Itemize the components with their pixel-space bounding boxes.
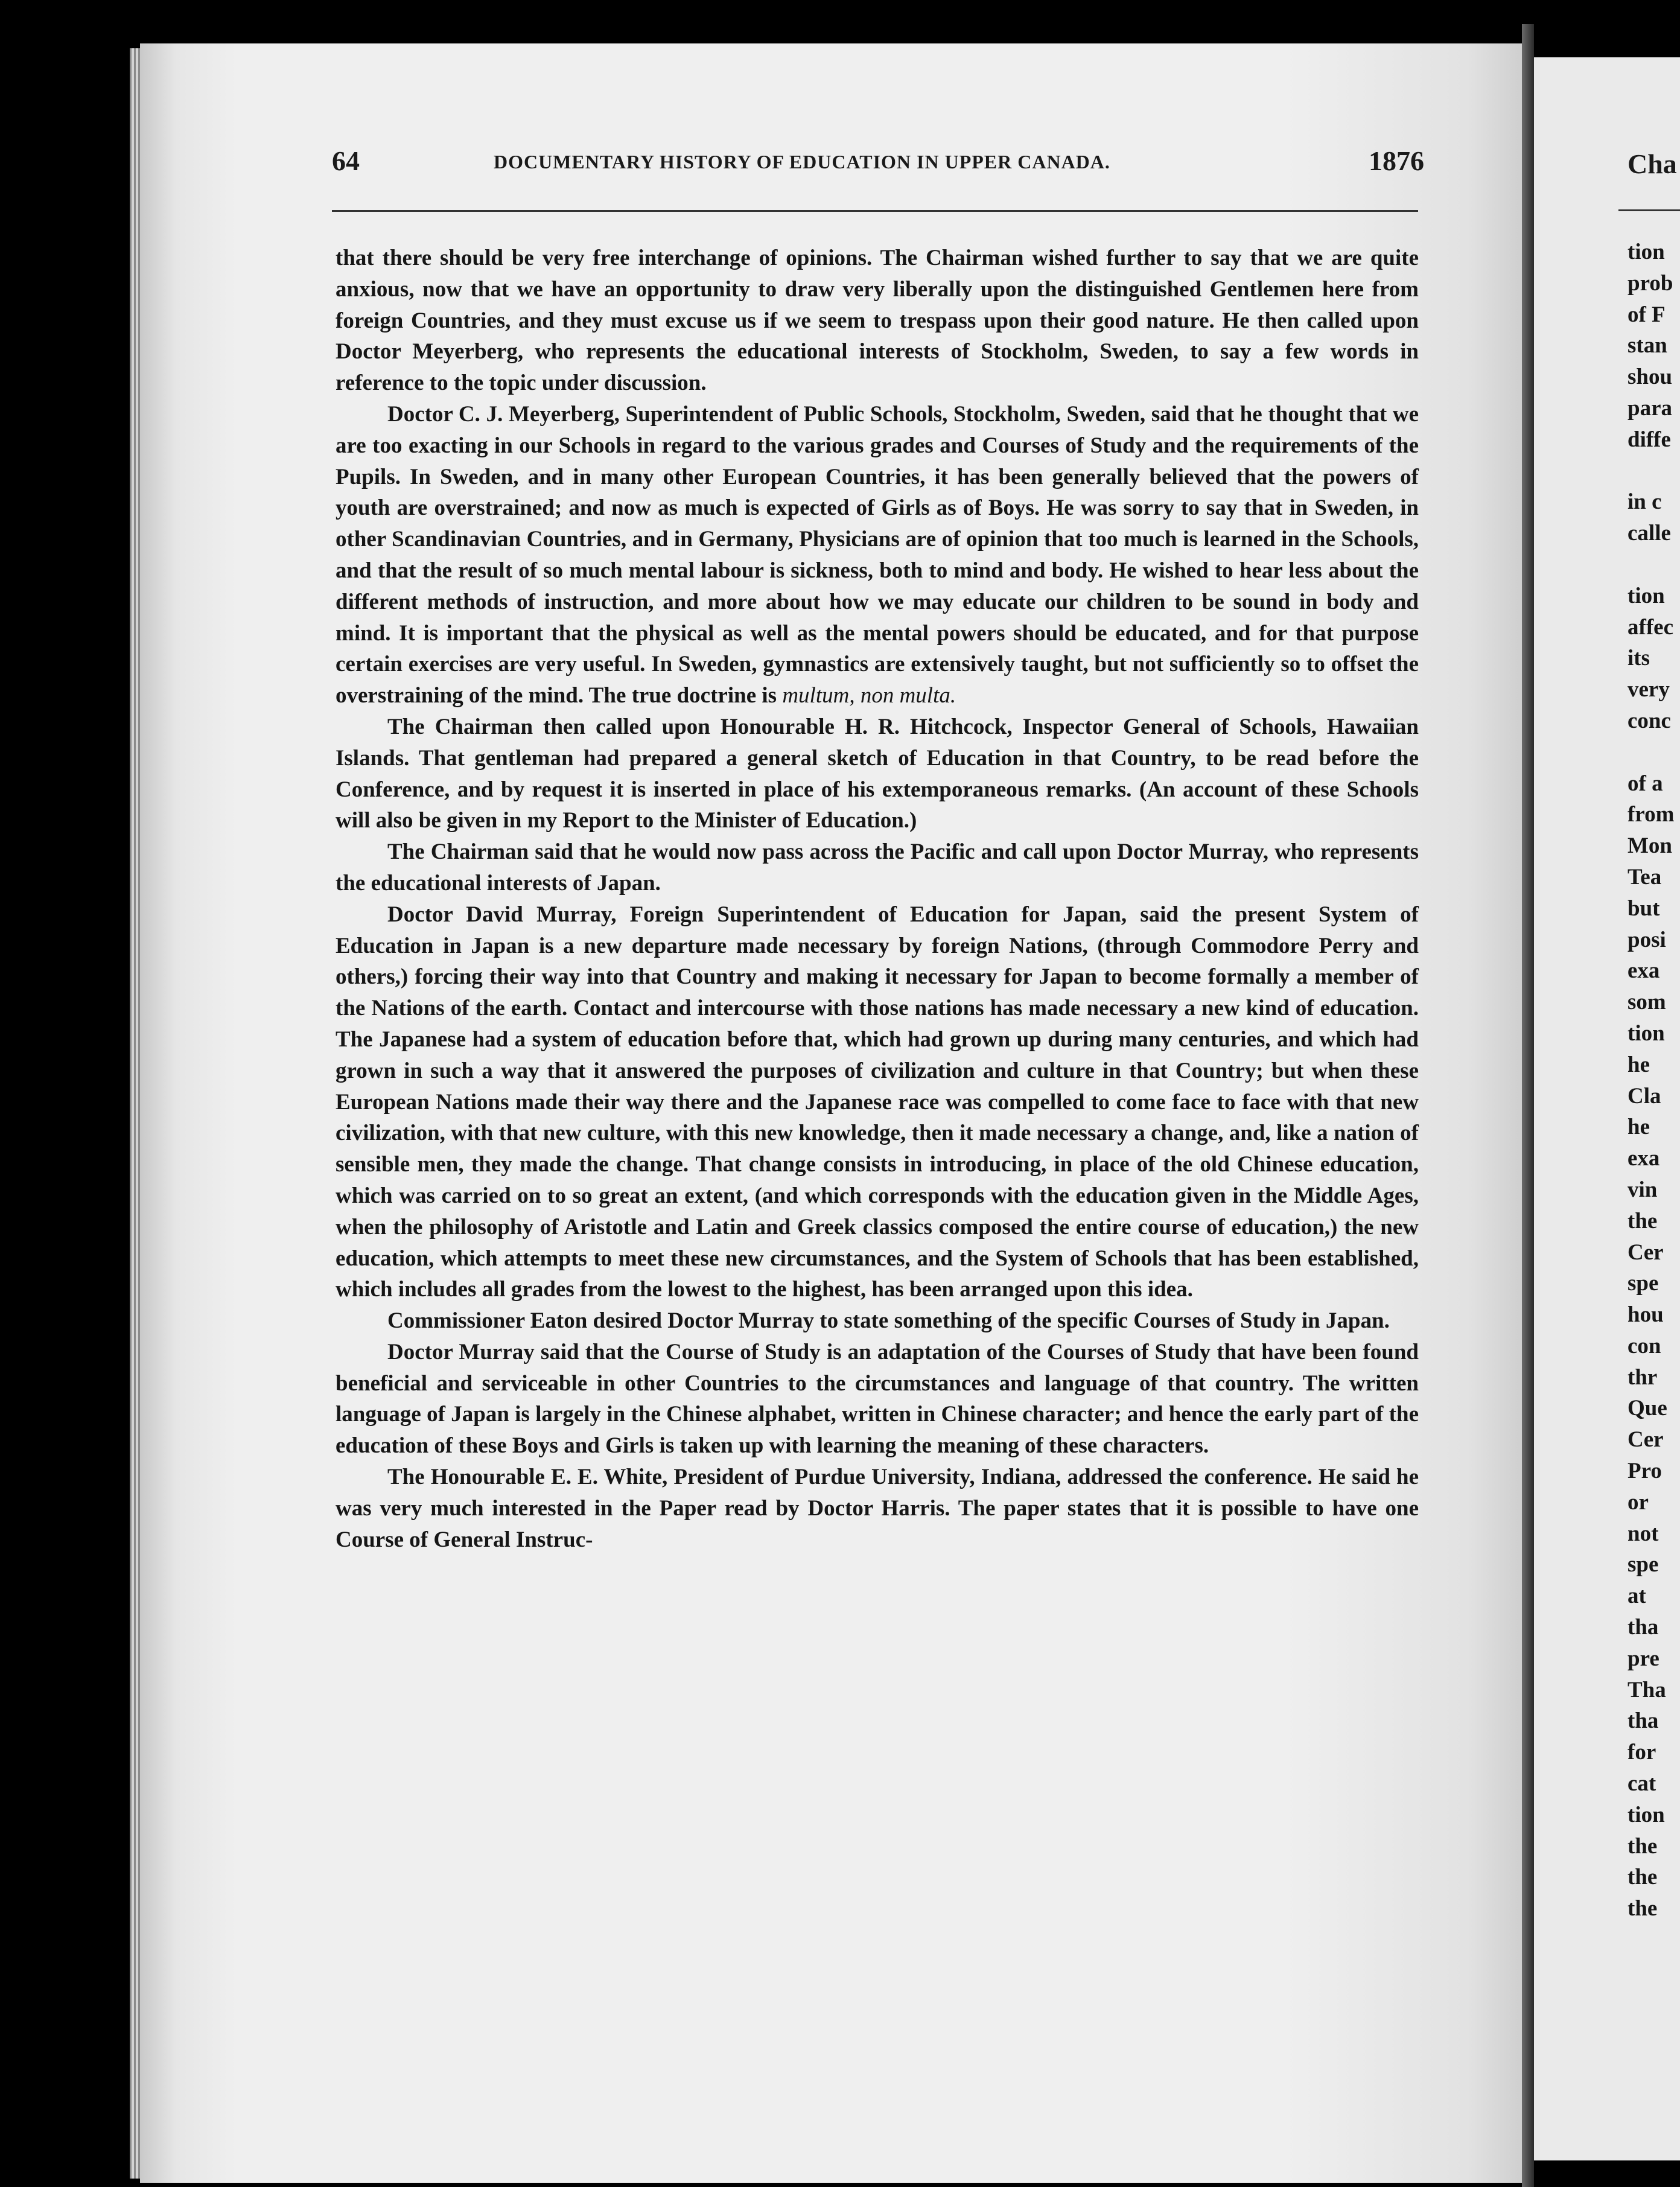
- facing-line: para: [1628, 395, 1672, 421]
- facing-line: Cer: [1628, 1240, 1664, 1265]
- facing-line: the: [1628, 1208, 1658, 1234]
- paragraph: Doctor David Murray, Foreign Superintendent of Education for Japan, said the present System of Education in Japan is a new departure made necessary by foreign Nations, (through Commodore Perry and others,) forcing their way into that Country and making it necessary for Japan to become formally a member of the Nations of the earth. Contact and intercourse with those nations has made necessary a new kind of education. The Japanese had a system of education before that, which had grown up during many centuries, and which had grown in such a way that it answered the purposes of civilization and culture in that Country; but when these European Nations made their way there and the Japanese race was compelled to come face to face with that new civilization, with that new culture, with this new knowledge, then it made necessary a change, and, like a nation of sensible men, they made the change. That change consists in introducing, in place of the old Chinese education, which was carried on to so great an extent, (and which corresponds with the education given in the Middle Ages, when the philosophy of Aristotle and Latin and Greek classics composed the entire course of education,) the new education, which attempts to meet these new circumstances, and the System of Schools that has been established, which includes all grades from the lowest to the highest, has been arranged upon this idea.: [336, 902, 1419, 1302]
- facing-page: [1534, 57, 1680, 2160]
- facing-line: the: [1628, 1833, 1658, 1859]
- facing-line: of F: [1628, 302, 1666, 327]
- facing-line: tha: [1628, 1615, 1659, 1640]
- facing-line: con: [1628, 1333, 1661, 1358]
- paragraph: Commissioner Eaton desired Doctor Murray to state something of the specific Courses of Study in Japan.: [387, 1308, 1390, 1334]
- book-gutter: [1522, 24, 1534, 2187]
- facing-line: Pro: [1628, 1459, 1662, 1484]
- facing-line: its: [1628, 646, 1650, 671]
- facing-line: hou: [1628, 1302, 1664, 1328]
- facing-line: he: [1628, 1115, 1650, 1140]
- facing-header-rule: [1618, 209, 1680, 211]
- facing-page-header: Cha: [1628, 148, 1677, 179]
- facing-page-lines: [1628, 237, 1674, 1924]
- facing-line: Tea: [1628, 864, 1662, 890]
- facing-line: tion: [1628, 1802, 1665, 1827]
- facing-line: but: [1628, 896, 1660, 921]
- facing-line: tion: [1628, 583, 1665, 608]
- facing-line: shou: [1628, 364, 1673, 390]
- facing-line: posi: [1628, 927, 1666, 952]
- facing-line: thr: [1628, 1364, 1658, 1390]
- page-header: [332, 145, 1424, 181]
- facing-line: [1628, 549, 1674, 581]
- facing-line: Que: [1628, 1396, 1667, 1421]
- facing-line: in c: [1628, 489, 1662, 515]
- facing-line: the: [1628, 1865, 1658, 1890]
- facing-line: [1628, 456, 1674, 487]
- facing-line: tion: [1628, 1020, 1665, 1046]
- paragraph: that there should be very free interchange of opinions. The Chairman wished further to say that we are quite anxious, now that we have an opportunity to draw very liberally upon the distinguished Gentlemen here from foreign Countries, and they must excuse us if we seem to trespass upon their good nature. He then called upon Doctor Meyerberg, who represents the educational interests of Stockholm, Sweden, to say a few words in reference to the topic under discussion.: [336, 246, 1419, 396]
- facing-line: Cla: [1628, 1083, 1661, 1109]
- facing-line: tha: [1628, 1708, 1659, 1734]
- facing-line: diffe: [1628, 427, 1671, 452]
- facing-line: from: [1628, 802, 1675, 827]
- facing-line: vin: [1628, 1177, 1658, 1202]
- page-number: 64: [332, 145, 360, 176]
- facing-line: stan: [1628, 333, 1667, 358]
- paragraph: The Honourable E. E. White, President of Purdue University, Indiana, addressed the conference. He said he was very much interested in the Paper read by Doctor Harris. The paper states that it is possible to have one Course of General Instruc-: [336, 1465, 1419, 1552]
- facing-line: he: [1628, 1052, 1650, 1077]
- facing-line: of a: [1628, 771, 1663, 796]
- facing-line: spe: [1628, 1552, 1659, 1577]
- running-title: DOCUMENTARY HISTORY OF EDUCATION IN UPPER CANADA.: [494, 151, 1110, 173]
- facing-line: the: [1628, 1896, 1658, 1921]
- facing-line: Tha: [1628, 1677, 1666, 1702]
- italic-phrase: multum, non multa.: [782, 683, 956, 708]
- paragraph: Doctor C. J. Meyerberg, Superintendent of Public Schools, Stockholm, Sweden, said that he thought that we are too exacting in our Schools in regard to the various grades and Courses of Study and the requirements of the Pupils. In Sweden, and in many other European Countries, it has been generally believed that the powers of youth are overstrained; and now as much is expected of Girls as of Boys. He was sorry to say that in Sweden, in other Scandinavian Countries, and in Germany, Physicians are of opinion that too much is learned in the Schools, and that the result of so much mental labour is sickness, both to mind and body. He wished to hear less about the different methods of instruction, and more about how we may educate our children to be sound in body and mind. It is important that the physical as well as the mental powers should be educated, and for that purpose certain exercises are very useful. In Sweden, gymnastics are extensively taught, but not sufficiently so to offset the overstraining of the mind. The true doctrine is multum, non multa.: [336, 401, 1419, 708]
- facing-line: pre: [1628, 1646, 1659, 1671]
- facing-line: cat: [1628, 1771, 1656, 1797]
- facing-line: prob: [1628, 270, 1673, 296]
- facing-line: affec: [1628, 614, 1673, 640]
- facing-line: tion: [1628, 240, 1665, 264]
- facing-line: spe: [1628, 1271, 1659, 1296]
- facing-line: not: [1628, 1521, 1659, 1546]
- facing-line: exa: [1628, 958, 1660, 984]
- paragraph: The Chairman said that he would now pass across the Pacific and call upon Doctor Murray, who represents the educational interests of Japan.: [336, 839, 1419, 896]
- facing-line: for: [1628, 1740, 1656, 1765]
- facing-line: very: [1628, 677, 1670, 702]
- facing-line: Cer: [1628, 1427, 1664, 1453]
- facing-line: exa: [1628, 1146, 1660, 1171]
- header-rule: [332, 210, 1418, 212]
- facing-line: conc: [1628, 708, 1671, 733]
- facing-line: at: [1628, 1584, 1646, 1609]
- facing-line: Mon: [1628, 833, 1672, 859]
- facing-line: calle: [1628, 521, 1671, 546]
- facing-line: [1628, 737, 1674, 768]
- body-text: [336, 243, 1419, 1555]
- paragraph: Doctor Murray said that the Course of Study is an adaptation of the Courses of Study that have been found beneficial and serviceable in other Countries to the circumstances and language of that country. The written language of Japan is largely in the Chinese alphabet, written in Chinese character; and hence the early part of the education of these Boys and Girls is taken up with learning the meaning of these characters.: [336, 1339, 1419, 1459]
- header-year: 1876: [1369, 145, 1424, 176]
- facing-line: or: [1628, 1489, 1649, 1515]
- facing-line: som: [1628, 990, 1666, 1015]
- paragraph: The Chairman then called upon Honourable H. R. Hitchcock, Inspector General of Schools, Hawaiian Islands. That gentleman had prepared a general sketch of Education in that Country, to be read before the Conference, and by request it is inserted in place of his extemporaneous remarks. (An account of these Schools will also be given in my Report to the Minister of Education.): [336, 714, 1419, 833]
